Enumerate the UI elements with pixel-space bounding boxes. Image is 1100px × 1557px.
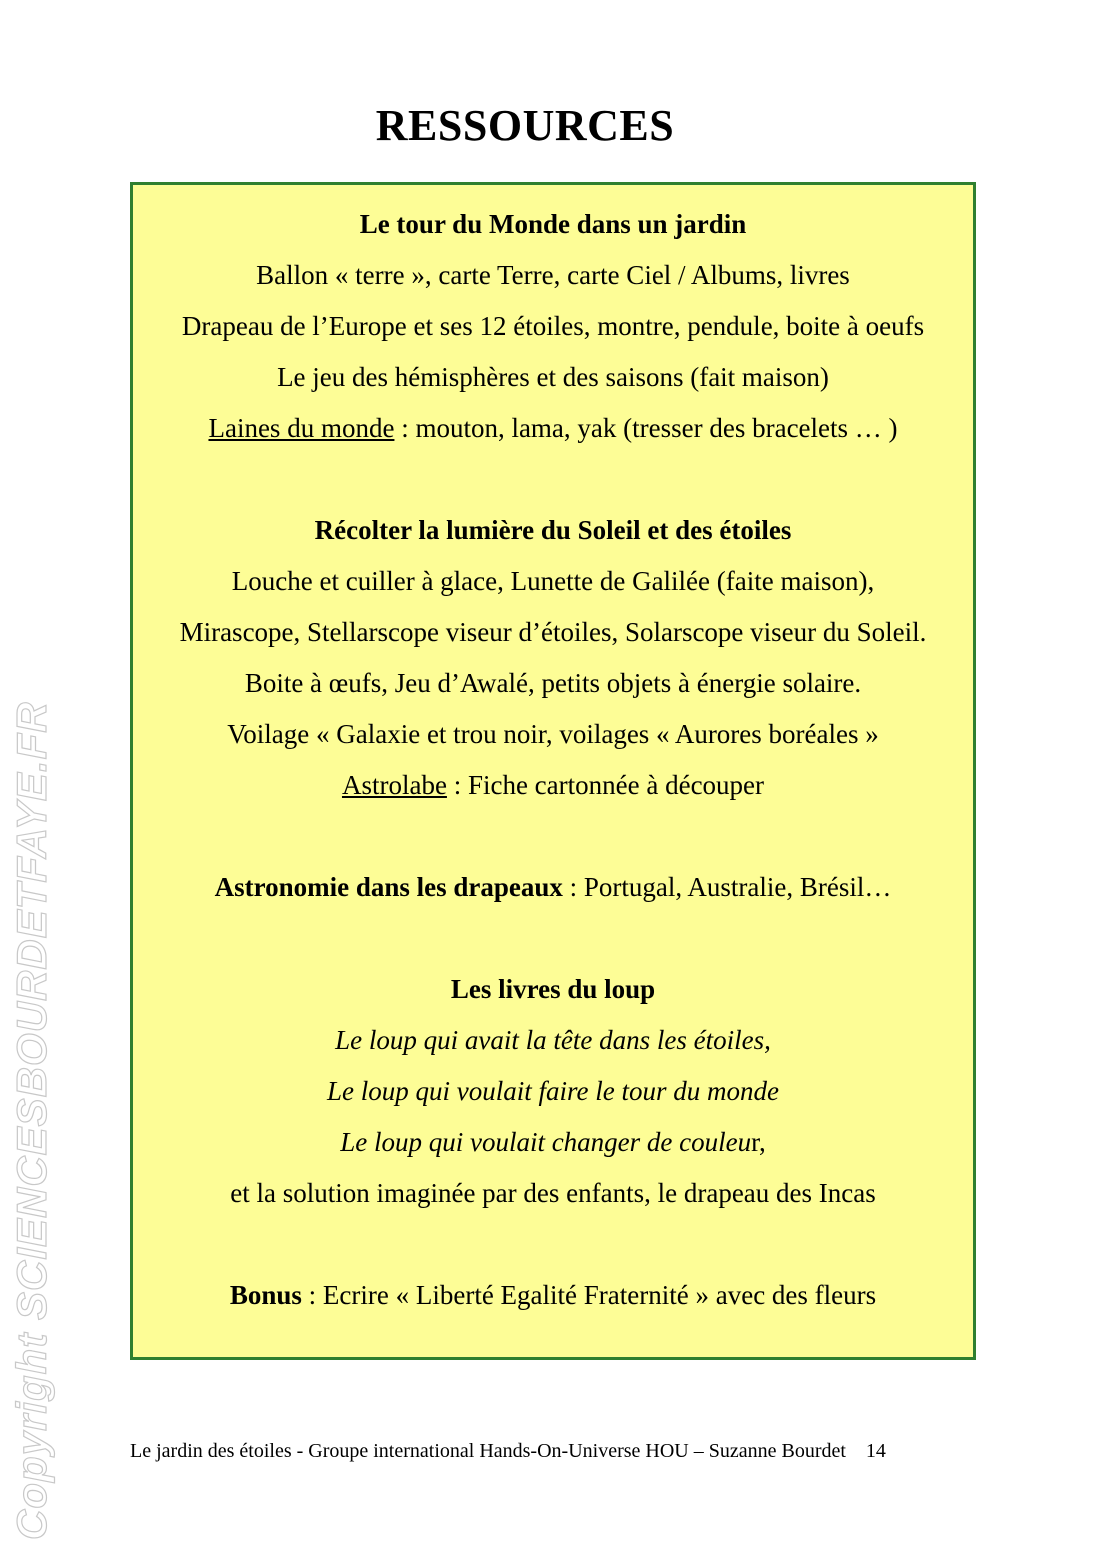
section-heading-recolter-lumiere: Récolter la lumière du Soleil et des étoiles	[314, 515, 792, 545]
resource-line: Drapeau de l’Europe et ses 12 étoiles, montre, pendule, boite à oeufs	[181, 311, 925, 341]
bonus-line	[133, 1278, 973, 1312]
resource-line: Louche et cuiller à glace, Lunette de Galilée (faite maison),	[231, 566, 875, 596]
footer-text: Le jardin des étoiles - Groupe international Hands-On-Universe HOU – Suzanne Bourdet	[130, 1440, 846, 1462]
book-title: Le loup qui avait la tête dans les étoiles,	[335, 1025, 771, 1055]
section-heading-tour-du-monde: Le tour du Monde dans un jardin	[359, 209, 747, 239]
resource-line-text: : mouton, lama, yak (tresser des bracelets … )	[394, 413, 898, 443]
book-title: Le loup qui voulait faire le tour du monde	[327, 1076, 779, 1106]
resource-line: Voilage « Galaxie et trou noir, voilages « Aurores boréales »	[227, 719, 879, 749]
section-heading-livres-du-loup: Les livres du loup	[450, 974, 656, 1004]
book-title-tail: r,	[751, 1127, 766, 1157]
section-heading-astronomie-drapeaux: Astronomie dans les drapeaux	[214, 872, 563, 902]
resource-line: Mirascope, Stellarscope viseur d’étoiles, Solarscope viseur du Soleil.	[179, 617, 927, 647]
resource-line	[133, 768, 973, 802]
bonus-label: Bonus	[229, 1280, 302, 1310]
book-title-line	[133, 1125, 973, 1159]
resource-line-text: : Portugal, Australie, Brésil…	[562, 872, 892, 902]
laines-du-monde-link[interactable]: Laines du monde	[208, 413, 395, 443]
resource-line	[133, 411, 973, 445]
resources-box	[130, 182, 976, 1360]
astrolabe-link[interactable]: Astrolabe	[341, 770, 447, 800]
bonus-text: : Ecrire « Liberté Egalité Fraternité » avec des fleurs	[301, 1280, 877, 1310]
resource-line: Le jeu des hémisphères et des saisons (fait maison)	[277, 362, 829, 392]
astronomie-drapeaux-line	[133, 870, 973, 904]
page-footer	[130, 1440, 975, 1463]
copyright-watermark: Copyright SCIENCESBOURDETFAYE.FR	[8, 701, 55, 1540]
resource-line: Boite à œufs, Jeu d’Awalé, petits objets à énergie solaire.	[244, 668, 862, 698]
page-title: RESSOURCES	[375, 101, 675, 150]
resource-line-text: : Fiche cartonnée à découper	[446, 770, 765, 800]
resource-line: Ballon « terre », carte Terre, carte Ciel / Albums, livres	[256, 260, 850, 290]
resource-line: et la solution imaginée par des enfants, le drapeau des Incas	[230, 1178, 876, 1208]
page-number: 14	[865, 1440, 886, 1462]
book-title: Le loup qui voulait changer de couleu	[340, 1127, 752, 1157]
